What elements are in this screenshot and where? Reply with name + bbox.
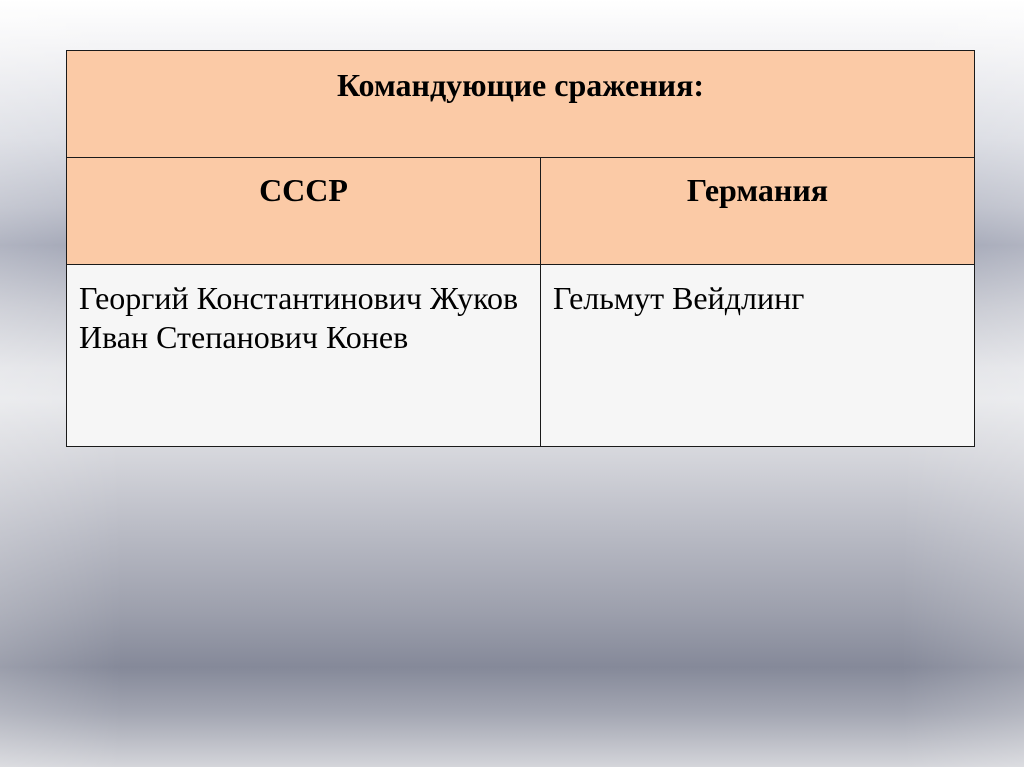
table-row — [67, 265, 975, 447]
germany-commanders-cell — [541, 265, 975, 447]
commander-name: Георгий Константинович Жуков — [79, 280, 519, 316]
table-title: Командующие сражения: — [67, 51, 975, 158]
table-header-row — [67, 158, 975, 265]
column-header-ussr: СССР — [67, 158, 541, 265]
commander-name: Иван Степанович Конев — [79, 319, 409, 356]
commanders-table — [66, 50, 975, 447]
column-header-germany: Германия — [541, 158, 975, 265]
commander-name: Гельмут Вейдлинг — [553, 280, 805, 316]
table-title-row — [67, 51, 975, 158]
ussr-commanders-cell — [67, 265, 541, 447]
